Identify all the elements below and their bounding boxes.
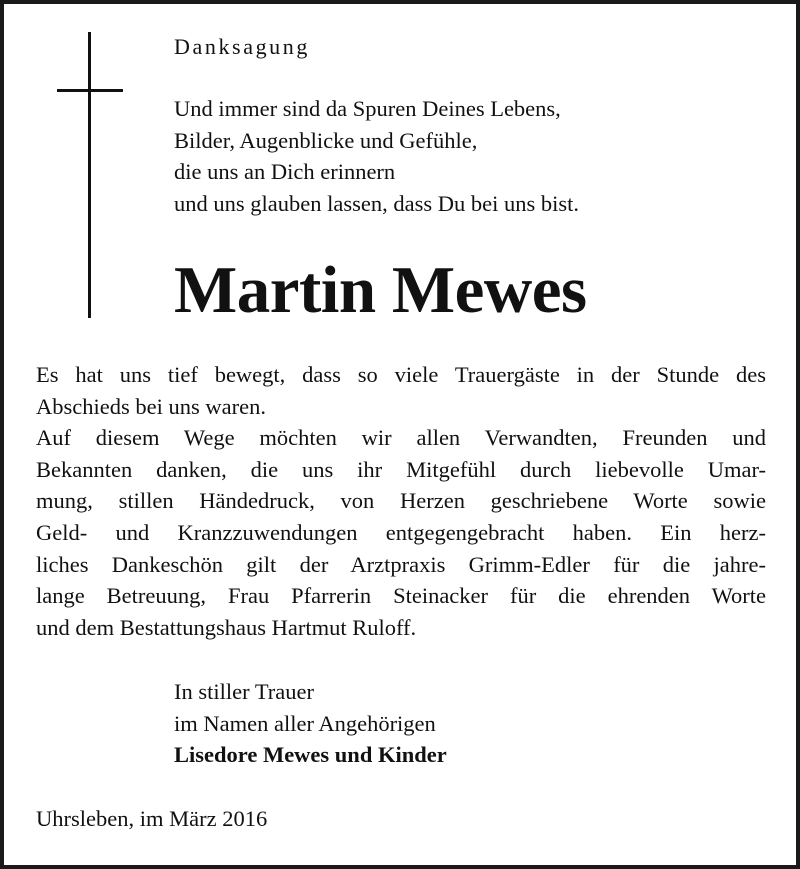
notice-heading: Danksagung [174, 34, 310, 59]
poem-line: Bilder, Augenblicke und Gefühle, [174, 127, 478, 153]
paragraph-line: lange Betreuung, Frau Pfarrerin Steinacker für die ehrenden Worte [36, 583, 766, 609]
paragraph-line: mung, stillen Händedruck, von Herzen geschriebene Worte sowie [36, 488, 766, 514]
poem-line: Und immer sind da Spuren Deines Lebens, [174, 96, 561, 121]
signature-block [174, 676, 447, 771]
paragraph-line: Abschieds bei uns waren. [36, 393, 266, 419]
deceased-name: Martin Mewes [174, 253, 587, 327]
paragraph-line: Bekannten danken, die uns ihr Mitgefühl durch liebevolle Umar- [36, 456, 766, 482]
paragraph-line: liches Dankeschön gilt der Arztpraxis Grimm-Edler für die jahre- [36, 551, 766, 577]
signature-line: im Namen aller Angehörigen [174, 710, 436, 736]
place-date: Uhrsleben, im März 2016 [36, 806, 268, 831]
poem-line: die uns an Dich erinnern [174, 159, 396, 184]
thanks-paragraph [36, 359, 766, 643]
cross-horizontal-bar [57, 89, 123, 92]
paragraph-line: Geld- und Kranzzuwendungen entgegengebracht haben. Ein herz- [36, 519, 766, 545]
signature-line: In stiller Trauer [174, 679, 314, 704]
cross-vertical-bar [88, 32, 91, 318]
paragraph-line: und dem Bestattungshaus Hartmut Ruloff. [36, 614, 417, 640]
poem-line: und uns glauben lassen, dass Du bei uns bist. [174, 190, 579, 216]
signature-names: Lisedore Mewes und Kinder [174, 742, 447, 767]
paragraph-line: Auf diesem Wege möchten wir allen Verwandten, Freunden und [36, 425, 766, 451]
paragraph-line: Es hat uns tief bewegt, dass so viele Trauergäste in der Stunde des [36, 362, 766, 387]
poem-block [174, 93, 579, 219]
